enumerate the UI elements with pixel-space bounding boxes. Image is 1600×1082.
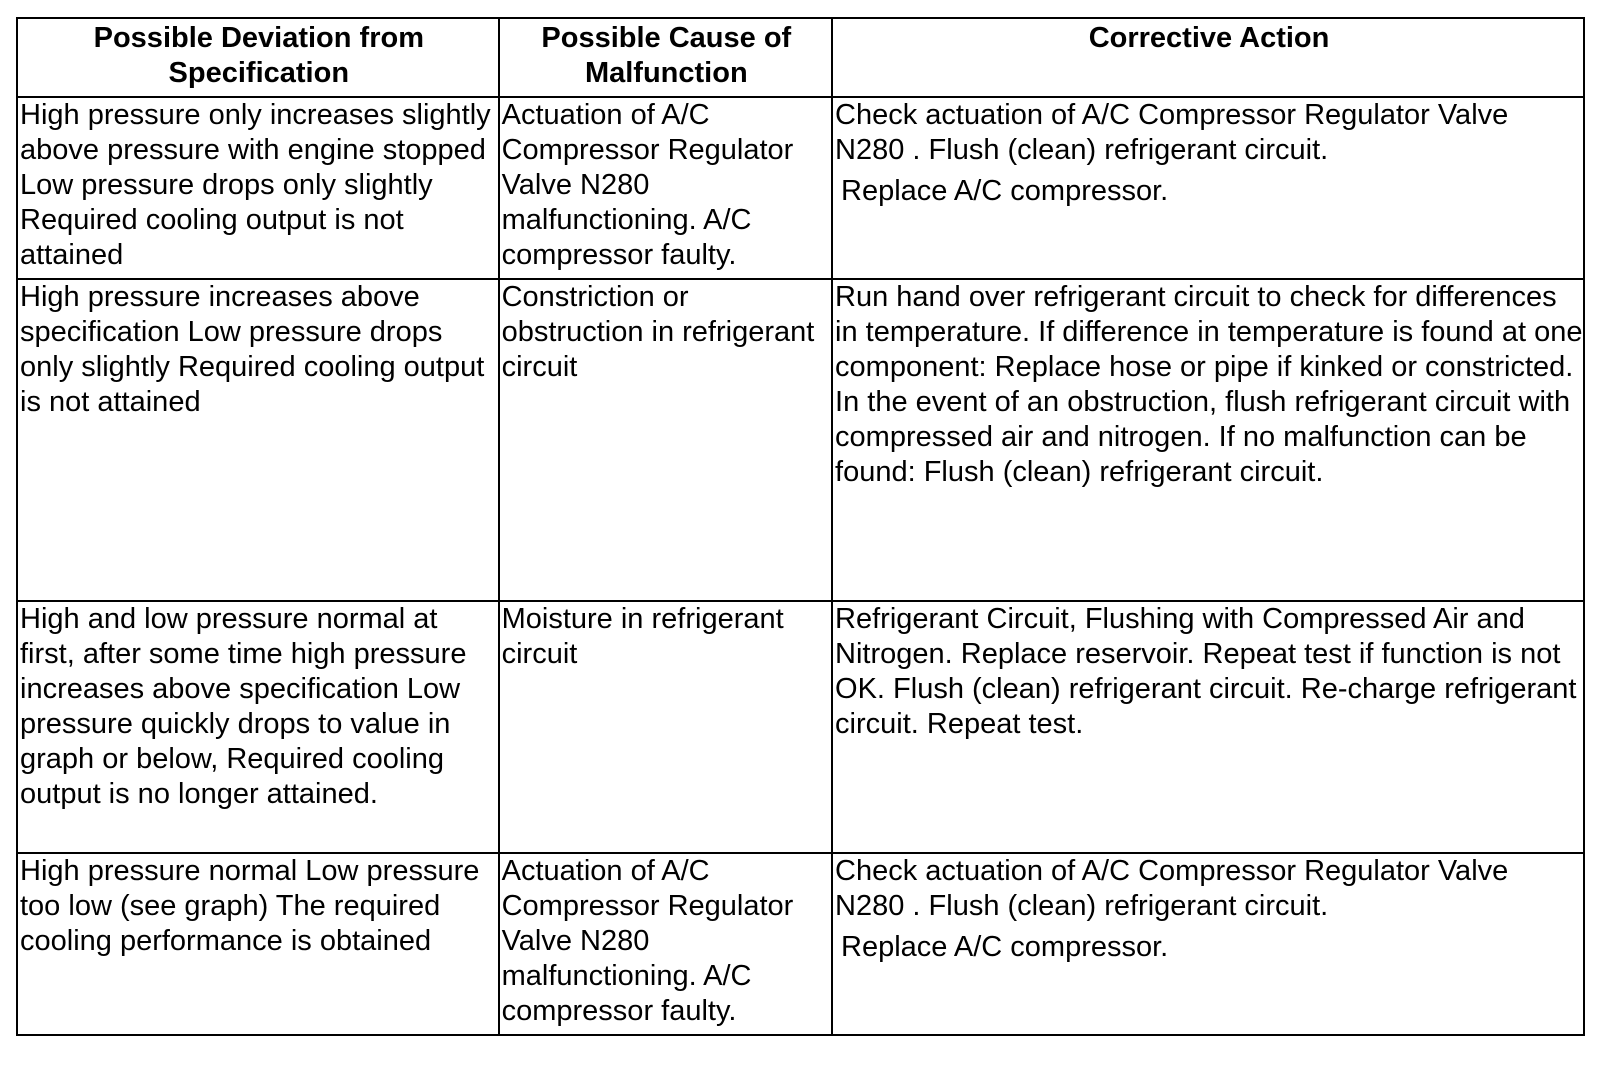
cause-cell: Constriction or obstruction in refrigerant circuit bbox=[499, 279, 832, 601]
table-row bbox=[17, 97, 1584, 279]
deviation-cell: High pressure only increases slightly above pressure with engine stopped Low pressure drops only slightly Required cooling output is not attained bbox=[17, 97, 499, 279]
action-cell bbox=[832, 279, 1584, 601]
table-row bbox=[17, 853, 1584, 1035]
header-row bbox=[17, 18, 1584, 97]
action-text: Check actuation of A/C Compressor Regulator Valve N280 . Flush (clean) refrigerant circuit. bbox=[835, 99, 1509, 166]
deviation-cell: High and low pressure normal at first, after some time high pressure increases above specification Low pressure quickly drops to value in graph or below, Required cooling output is no longer attained. bbox=[17, 601, 499, 853]
header-deviation: Possible Deviation from Specification bbox=[17, 18, 499, 97]
action-text: Run hand over refrigerant circuit to check for differences in temperature. If difference in temperature is found at one component: Replace hose or pipe if kinked or constricted. In the event of an obstruction, flush refrigerant circuit with compressed air and nitrogen. If no malfunction can be found: Flush (clean) refrigerant circuit. bbox=[835, 281, 1583, 488]
cause-cell: Actuation of A/C Compressor Regulator Valve N280 malfunctioning. A/C compressor faulty. bbox=[499, 97, 832, 279]
deviation-cell: High pressure increases above specification Low pressure drops only slightly Required cooling output is not attained bbox=[17, 279, 499, 601]
action-text: Replace A/C compressor. bbox=[841, 931, 1169, 963]
table-row bbox=[17, 279, 1584, 601]
action-cell bbox=[832, 853, 1584, 1035]
header-cause: Possible Cause of Malfunction bbox=[499, 18, 832, 97]
action-cell bbox=[832, 97, 1584, 279]
action-text: Replace A/C compressor. bbox=[841, 175, 1169, 207]
action-cell bbox=[832, 601, 1584, 853]
header-action: Corrective Action bbox=[832, 18, 1584, 97]
deviation-cell: High pressure normal Low pressure too low (see graph) The required cooling performance is obtained bbox=[17, 853, 499, 1035]
cause-cell: Actuation of A/C Compressor Regulator Valve N280 malfunctioning. A/C compressor faulty. bbox=[499, 853, 832, 1035]
diagnosis-table bbox=[16, 17, 1585, 1036]
table-row bbox=[17, 601, 1584, 853]
action-text: Refrigerant Circuit, Flushing with Compressed Air and Nitrogen. Replace reservoir. Repeat test if function is not OK. Flush (clean) refrigerant circuit. Re-charge refrigerant circuit. Repeat test. bbox=[835, 603, 1577, 740]
action-text: Check actuation of A/C Compressor Regulator Valve N280 . Flush (clean) refrigerant circuit. bbox=[835, 855, 1509, 922]
cause-cell: Moisture in refrigerant circuit bbox=[499, 601, 832, 853]
